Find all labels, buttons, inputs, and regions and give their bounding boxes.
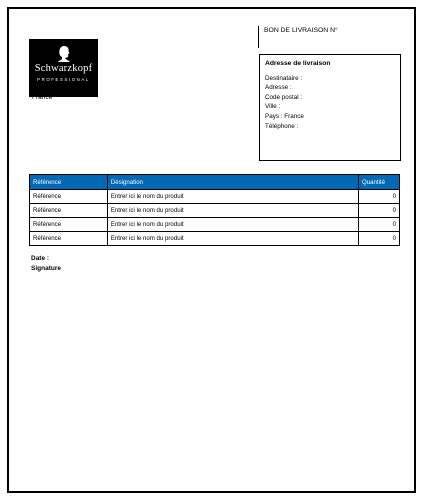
cell-designation[interactable]: Entrer ici le nom du produit (107, 190, 358, 204)
cell-quantity[interactable]: 0 (359, 218, 400, 232)
table-row (30, 232, 400, 246)
address-line-postal-code[interactable]: Code postal : (265, 93, 303, 101)
address-line-country[interactable]: Pays : France (265, 112, 304, 120)
delivery-address-box (259, 54, 401, 161)
cell-reference[interactable]: Référence (30, 218, 108, 232)
address-title: Adresse de livraison (265, 60, 331, 67)
schwarzkopf-logo (29, 39, 98, 97)
items-table (29, 174, 400, 246)
profile-head-icon (58, 46, 70, 62)
cell-reference[interactable]: Référence (30, 190, 108, 204)
table-header-row (30, 175, 400, 190)
address-line-address[interactable]: Adresse : (265, 84, 292, 92)
document-title[interactable]: BON DE LIVRAISON N° (258, 26, 338, 48)
logo-brand: Schwarzkopf (34, 63, 93, 74)
address-line-recipient[interactable]: Destinataire : (265, 74, 303, 82)
sender-country: France (32, 94, 53, 101)
cell-designation[interactable]: Entrer ici le nom du produit (107, 218, 358, 232)
column-header-reference: Référence (30, 175, 108, 190)
table-row (30, 204, 400, 218)
table-row (30, 218, 400, 232)
cell-reference[interactable]: Référence (30, 204, 108, 218)
cell-reference[interactable]: Référence (30, 232, 108, 246)
signature-label: Signature (31, 265, 61, 272)
cell-designation[interactable]: Entrer ici le nom du produit (107, 232, 358, 246)
column-header-quantity: Quantité (359, 175, 400, 190)
footer-block (31, 254, 61, 274)
address-line-city[interactable]: Ville : (265, 103, 281, 111)
table-row (30, 190, 400, 204)
cell-quantity[interactable]: 0 (359, 204, 400, 218)
logo-subtitle: PROFESSIONAL (37, 77, 90, 82)
address-line-phone[interactable]: Téléphone : (265, 122, 299, 130)
column-header-designation: Désignation (107, 175, 358, 190)
cell-quantity[interactable]: 0 (359, 190, 400, 204)
delivery-note-page (7, 7, 416, 493)
cell-quantity[interactable]: 0 (359, 232, 400, 246)
date-label: Date : (31, 255, 50, 262)
cell-designation[interactable]: Entrer ici le nom du produit (107, 204, 358, 218)
